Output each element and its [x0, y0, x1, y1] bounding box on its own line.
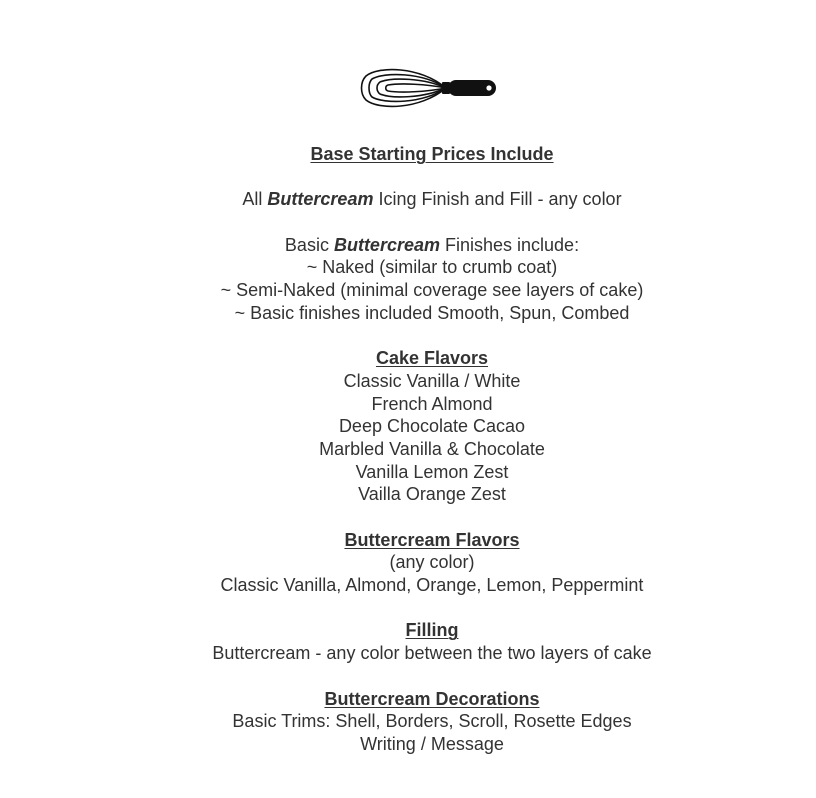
icing-prefix: All: [242, 189, 268, 210]
base-prices-heading: Base Starting Prices Include: [310, 144, 554, 164]
decoration-item: Basic Trims: Shell, Borders, Scroll, Rosette Edges: [232, 711, 632, 732]
icing-suffix: Icing Finish and Fill - any color: [373, 189, 622, 210]
price-info: [0, 143, 816, 756]
finishes-intro: [0, 234, 816, 257]
decoration-item: Writing / Message: [360, 733, 504, 754]
cake-flavor-item: Marbled Vanilla & Chocolate: [319, 438, 545, 459]
buttercream-flavor-list: Classic Vanilla, Almond, Orange, Lemon, Peppermint: [220, 575, 644, 596]
cake-flavors-heading: Cake Flavors: [375, 348, 489, 369]
decorations-heading: Buttercream Decorations: [324, 688, 540, 709]
cake-flavor-item: French Almond: [371, 393, 493, 414]
finishes-prefix: Basic: [284, 234, 334, 255]
cake-flavor-item: Vailla Orange Zest: [358, 484, 506, 505]
finish-item: ~ Naked (similar to crumb coat): [306, 257, 558, 278]
cake-flavor-item: Deep Chocolate Cacao: [338, 416, 526, 437]
finishes-suffix: Finishes include:: [440, 234, 580, 255]
buttercream-note: (any color): [389, 552, 475, 573]
finishes-emphasis: Buttercream: [333, 234, 440, 255]
filling-text: Buttercream - any color between the two layers of cake: [212, 643, 652, 664]
cake-flavor-item: Vanilla Lemon Zest: [355, 461, 509, 482]
cake-flavor-item: Classic Vanilla / White: [343, 370, 521, 391]
filling-heading: Filling: [405, 620, 459, 641]
buttercream-flavors-heading: Buttercream Flavors: [344, 529, 520, 550]
finish-item: ~ Semi-Naked (minimal coverage see layers of cake): [220, 280, 644, 301]
icing-emphasis: Buttercream: [267, 189, 374, 210]
whisk-icon: [360, 64, 500, 112]
icing-line: [0, 188, 816, 211]
finish-item: ~ Basic finishes included Smooth, Spun, Combed: [234, 302, 630, 323]
